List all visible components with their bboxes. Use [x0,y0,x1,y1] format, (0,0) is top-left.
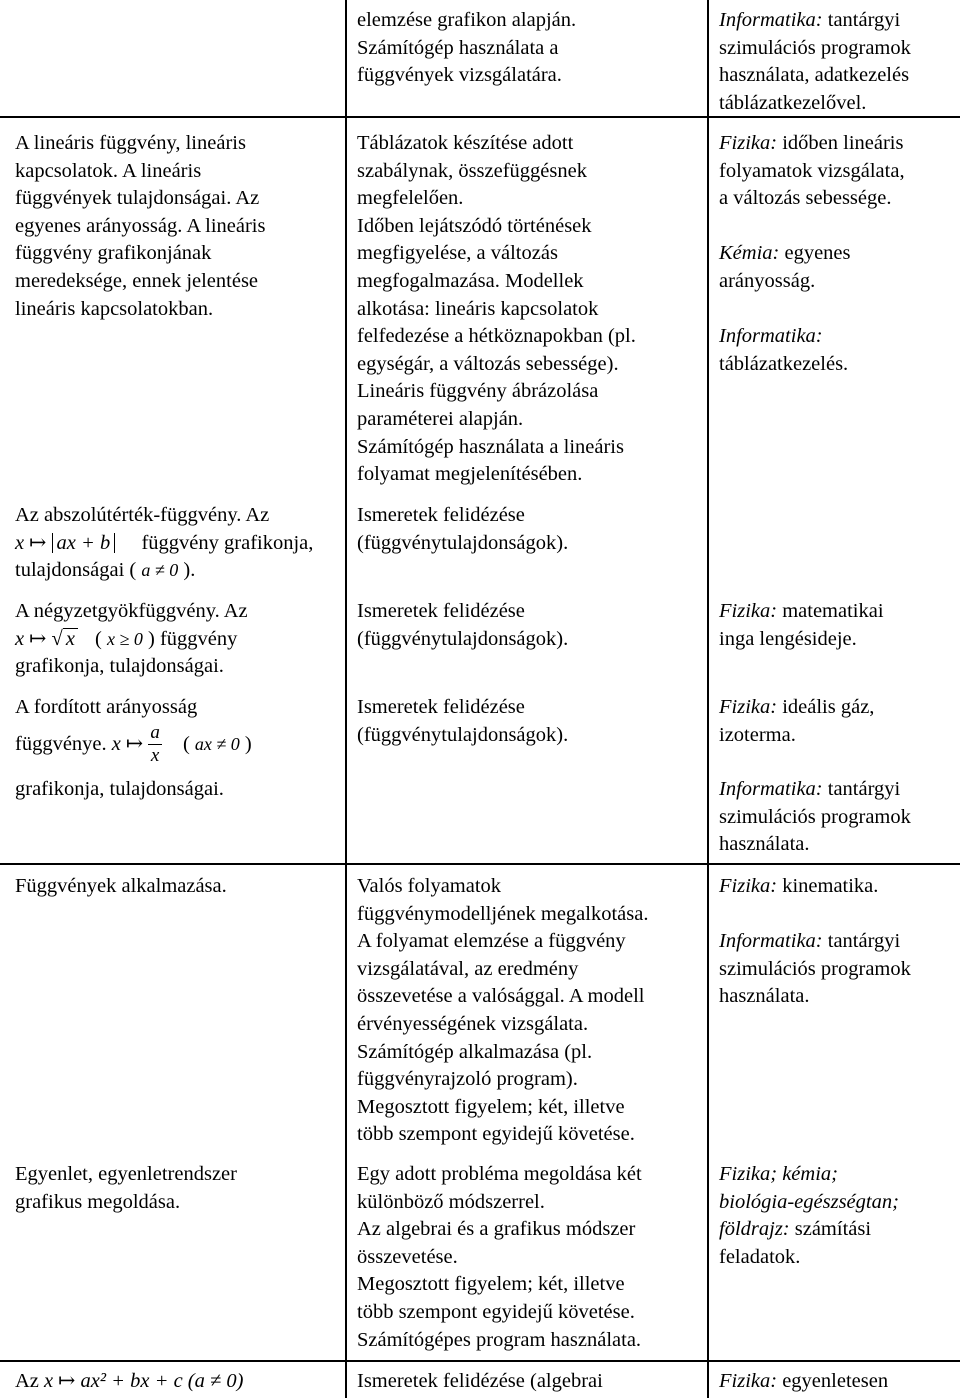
maps-to-icon: ↦ [29,531,47,554]
square-root-icon: √ x [52,626,78,654]
abs-condition: a ≠ 0 [141,560,179,581]
recip-condition: ax ≠ 0 [194,733,240,754]
activity-top-continued: elemzése grafikon alapján. Számítógép használata a függvények vizsgálatára. [357,9,577,87]
topic-absolute-value-function: Az abszolútérték-függvény. Az x ↦ ax + b függvény grafikonja, tulajdonságai ( a ≠ 0 ). [15,504,314,582]
row-divider-middle [0,863,960,865]
crossref-sqrt-physics: Fizika: matematikai inga lengésideje. [719,600,884,650]
abs-formula-variable: x [15,531,25,554]
recip-formula-variable: x [111,732,121,755]
activity-square-root: Ismeretek felidézése (függvénytulajdonságok). [357,600,569,650]
activity-absolute-value: Ismeretek felidézése (függvénytulajdonságok). [357,504,569,554]
column-divider-1 [345,0,347,1398]
crossref-inverse-informatics: Informatika: tantárgyi szimulációs programok használata. [719,778,911,856]
crossref-linear-physics: Fizika: időben lineáris folyamatok vizsgálata, a változás sebessége. [719,132,905,210]
topic-quadratic-function: Az x ↦ ax² + bx + c (a ≠ 0) [15,1370,244,1392]
activity-inverse-proportion: Ismeretek felidézése (függvénytulajdonságok). [357,696,569,746]
maps-to-icon: ↦ [29,627,47,650]
crossref-quadratic: Fizika: egyenletesen [719,1370,889,1392]
fraction-a-over-x: $\frac{a}{x}$ [150,722,160,767]
crossref-applications-physics: Fizika: kinematika. [719,875,879,897]
sqrt-formula-variable: x [15,627,25,650]
maps-to-icon: ↦ [126,732,144,755]
crossref-applications-informatics: Informatika: tantárgyi szimulációs programok használata. [719,930,911,1008]
row-divider-bottom [0,1360,960,1362]
crossref-inverse-physics: Fizika: ideális gáz, izoterma. [719,696,875,746]
column-divider-2 [707,0,709,1398]
topic-linear-function: A lineáris függvény, lineáris kapcsolatok. A lineáris függvények tulajdonságai. Az egyenes arányosság. A lineáris függvény grafikonjának meredeksége, ennek jelentése lineáris kapcsolatokban. [15,132,266,320]
topic-square-root-function: A négyzetgyökfüggvény. Az x ↦ √ x ( x ≥ 0 ) függvény grafikonja, tulajdonságai. [15,600,248,678]
topic-inverse-proportion: A fordított arányosság függvénye. x ↦ $\frac{a}{x}$ ( ax ≠ 0 ) grafikonja, tulajdonságai. [15,696,252,800]
activity-function-applications: Valós folyamatok függvénymodelljének megalkotása. A folyamat elemzése a függvény vizsgálatával, az eredmény összevetése a valósággal. A modell érvényességének vizsgálata. Számítógép alkalmazása (pl. függvényrajzoló program). Megosztott figyelem; két, illetve több szempont egyidejű követése. [357,875,649,1146]
sqrt-condition: x ≥ 0 [107,628,143,649]
crossref-top-continued: Informatika: tantárgyi szimulációs programok használata, adatkezelés táblázatkezelővel. [719,9,911,114]
topic-function-applications: Függvények alkalmazása. [15,875,227,897]
crossref-equations: Fizika; kémia; biológia-egészségtan; földrajz: számítási feladatok. [719,1163,899,1268]
quadratic-formula: x ↦ ax² + bx + c [44,1370,183,1392]
crossref-linear-chemistry: Kémia: egyenes arányosság. [719,242,851,292]
activity-linear-function: Táblázatok készítése adott szabálynak, összefüggésnek megfelelően. Időben lejátszódó történések megfigyelése, a változás megfogalmazása. Modellek alkotása: lineáris kapcsolatok felfedezése a hétköznapokban (pl. egységár, a változás sebessége). Lineáris függvény ábrázolása paraméterei alapján. Számítógép használata a lineáris folyamat megjelenítésében. [357,132,636,486]
topic-graphical-equation-solving: Egyenlet, egyenletrendszer grafikus megoldása. [15,1163,237,1213]
quadratic-condition: (a ≠ 0) [187,1370,244,1392]
activity-equation-solving: Egy adott probléma megoldása két különböző módszerrel. Az algebrai és a grafikus módszer összevetése. Megosztott figyelem; két, illetve több szempont egyidejű követése. Számítógépes program használata. [357,1163,642,1351]
abs-formula-expression: ax + b [52,533,116,553]
activity-quadratic: Ismeretek felidézése (algebrai [357,1370,603,1392]
crossref-linear-informatics: Informatika: táblázatkezelés. [719,325,849,375]
